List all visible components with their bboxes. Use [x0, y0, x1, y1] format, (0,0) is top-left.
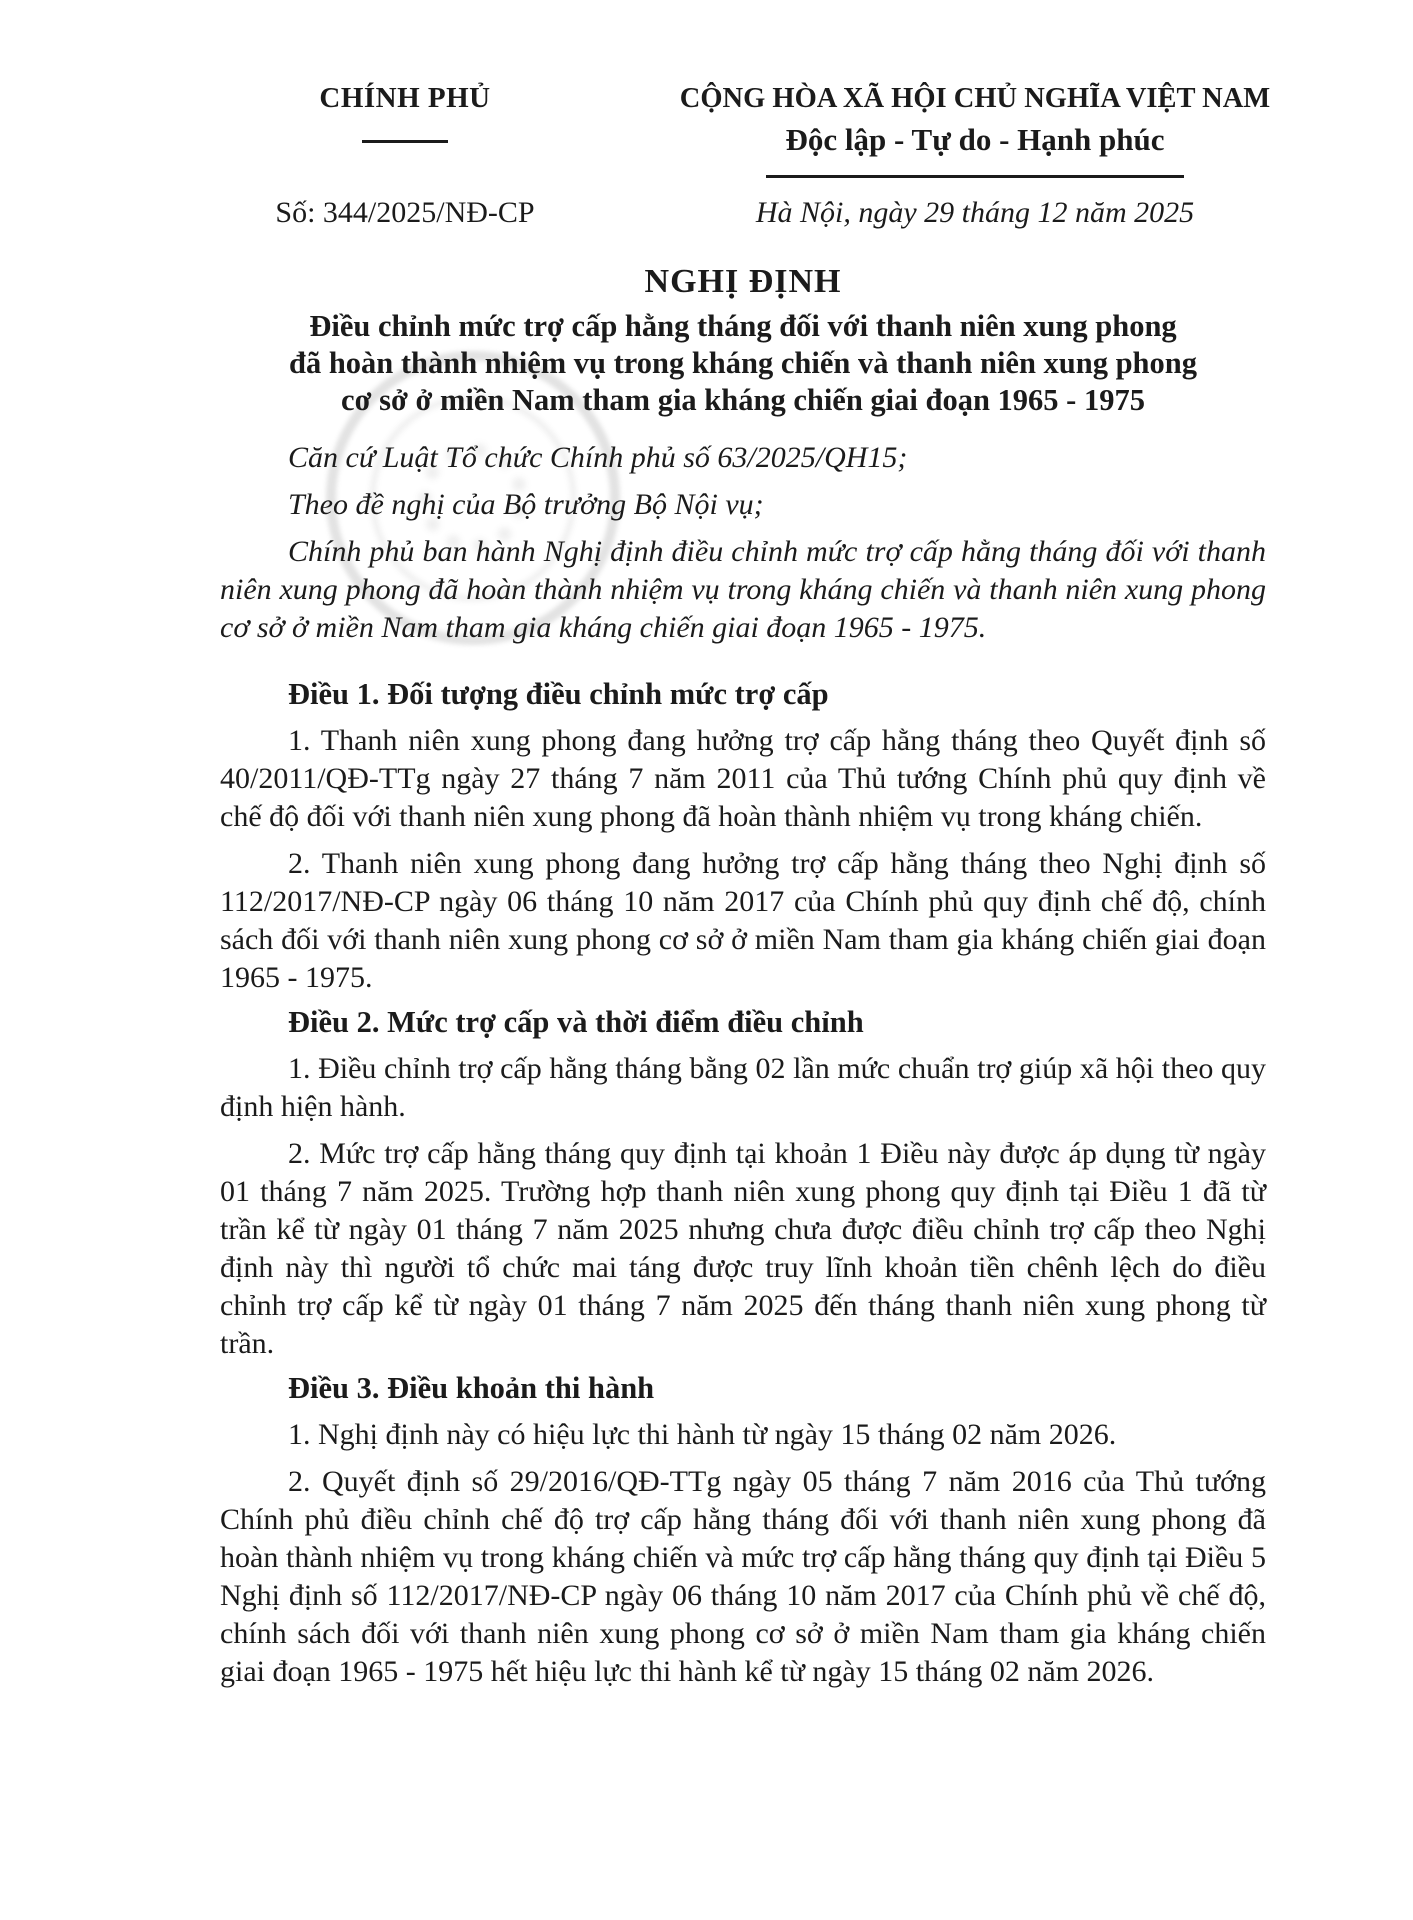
- preamble-enactment: Chính phủ ban hành Nghị định điều chỉnh mức trợ cấp hằng tháng đối với thanh niên xung phong đã hoàn thành nhiệm vụ trong kháng chiến và thanh niên xung phong cơ sở ở miền Nam tham gia kháng chiến giai đoạn 1965 - 1975.: [220, 535, 1266, 644]
- article-1: [220, 675, 1266, 997]
- preamble-section: [220, 439, 1266, 647]
- article-3-heading: Điều 3. Điều khoản thi hành: [288, 1371, 655, 1405]
- national-header-block: [630, 82, 1320, 230]
- document-subject: [220, 308, 1266, 419]
- article-1-clause-1: 1. Thanh niên xung phong đang hưởng trợ cấp hằng tháng theo Quyết định số 40/2011/QĐ-TTg ngày 27 tháng 7 năm 2011 của Thủ tướng Chính phủ quy định về chế độ đối với thanh niên xung phong đã hoàn thành nhiệm vụ trong kháng chiến.: [220, 724, 1266, 833]
- article-2-clause-2: 2. Mức trợ cấp hằng tháng quy định tại khoản 1 Điều này được áp dụng từ ngày 01 tháng 7 năm 2025. Trường hợp thanh niên xung phong quy định tại Điều 1 đã từ trần kể từ ngày 01 tháng 7 năm 2025 nhưng chưa được điều chỉnh trợ cấp theo Nghị định này thì người tổ chức mai táng được truy lĩnh khoản tiền chênh lệch do điều chỉnh trợ cấp kể từ ngày 01 tháng 7 năm 2025 đến tháng thanh niên xung phong từ trần.: [220, 1137, 1266, 1360]
- issuer-divider: [362, 140, 448, 143]
- national-title: CỘNG HÒA XÃ HỘI CHỦ NGHĨA VIỆT NAM: [679, 83, 1271, 114]
- national-motto: Độc lập - Tự do - Hạnh phúc: [785, 122, 1165, 157]
- subject-line-1: Điều chỉnh mức trợ cấp hằng tháng đối với thanh niên xung phong: [309, 309, 1177, 343]
- motto-divider: [766, 175, 1184, 178]
- article-3: [220, 1369, 1266, 1691]
- document-type-title: NGHỊ ĐỊNH: [644, 263, 842, 300]
- document-body: [220, 262, 1266, 1691]
- article-2-clause-1: 1. Điều chỉnh trợ cấp hằng tháng bằng 02 lần mức chuẩn trợ giúp xã hội theo quy định hiện hành.: [220, 1052, 1266, 1123]
- article-2-heading: Điều 2. Mức trợ cấp và thời điểm điều chỉnh: [288, 1005, 864, 1039]
- article-1-clause-2: 2. Thanh niên xung phong đang hưởng trợ cấp hằng tháng theo Nghị định số 112/2017/NĐ-CP ngày 06 tháng 10 năm 2017 của Chính phủ quy định chế độ, chính sách đối với thanh niên xung phong cơ sở ở miền Nam tham gia kháng chiến giai đoạn 1965 - 1975.: [220, 847, 1266, 994]
- subject-line-2: đã hoàn thành nhiệm vụ trong kháng chiến và thanh niên xung phong: [288, 346, 1197, 380]
- issuer-name: CHÍNH PHỦ: [319, 82, 491, 114]
- article-2: [220, 1003, 1266, 1363]
- article-3-clause-2: 2. Quyết định số 29/2016/QĐ-TTg ngày 05 tháng 7 năm 2016 của Thủ tướng Chính phủ điều chỉnh chế độ trợ cấp hằng tháng đối với thanh niên xung phong đã hoàn thành nhiệm vụ trong kháng chiến và mức trợ cấp hằng tháng quy định tại Điều 5 Nghị định số 112/2017/NĐ-CP ngày 06 tháng 10 năm 2017 của Chính phủ về chế độ, chính sách đối với thanh niên xung phong cơ sở ở miền Nam tham gia kháng chiến giai đoạn 1965 - 1975 hết hiệu lực thi hành kể từ ngày 15 tháng 02 năm 2026.: [220, 1465, 1266, 1688]
- place-and-date: Hà Nội, ngày 29 tháng 12 năm 2025: [755, 196, 1195, 229]
- preamble-proposal: Theo đề nghị của Bộ trưởng Bộ Nội vụ;: [288, 488, 764, 521]
- article-1-heading: Điều 1. Đối tượng điều chỉnh mức trợ cấp: [288, 677, 829, 711]
- preamble-legal-basis: Căn cứ Luật Tổ chức Chính phủ số 63/2025/QH15;: [288, 441, 908, 474]
- document-number: Số: 344/2025/NĐ-CP: [275, 196, 535, 229]
- article-3-clause-1: 1. Nghị định này có hiệu lực thi hành từ ngày 15 tháng 02 năm 2026.: [288, 1418, 1117, 1451]
- issuer-block: [185, 82, 625, 230]
- subject-line-3: cơ sở ở miền Nam tham gia kháng chiến giai đoạn 1965 - 1975: [341, 383, 1145, 417]
